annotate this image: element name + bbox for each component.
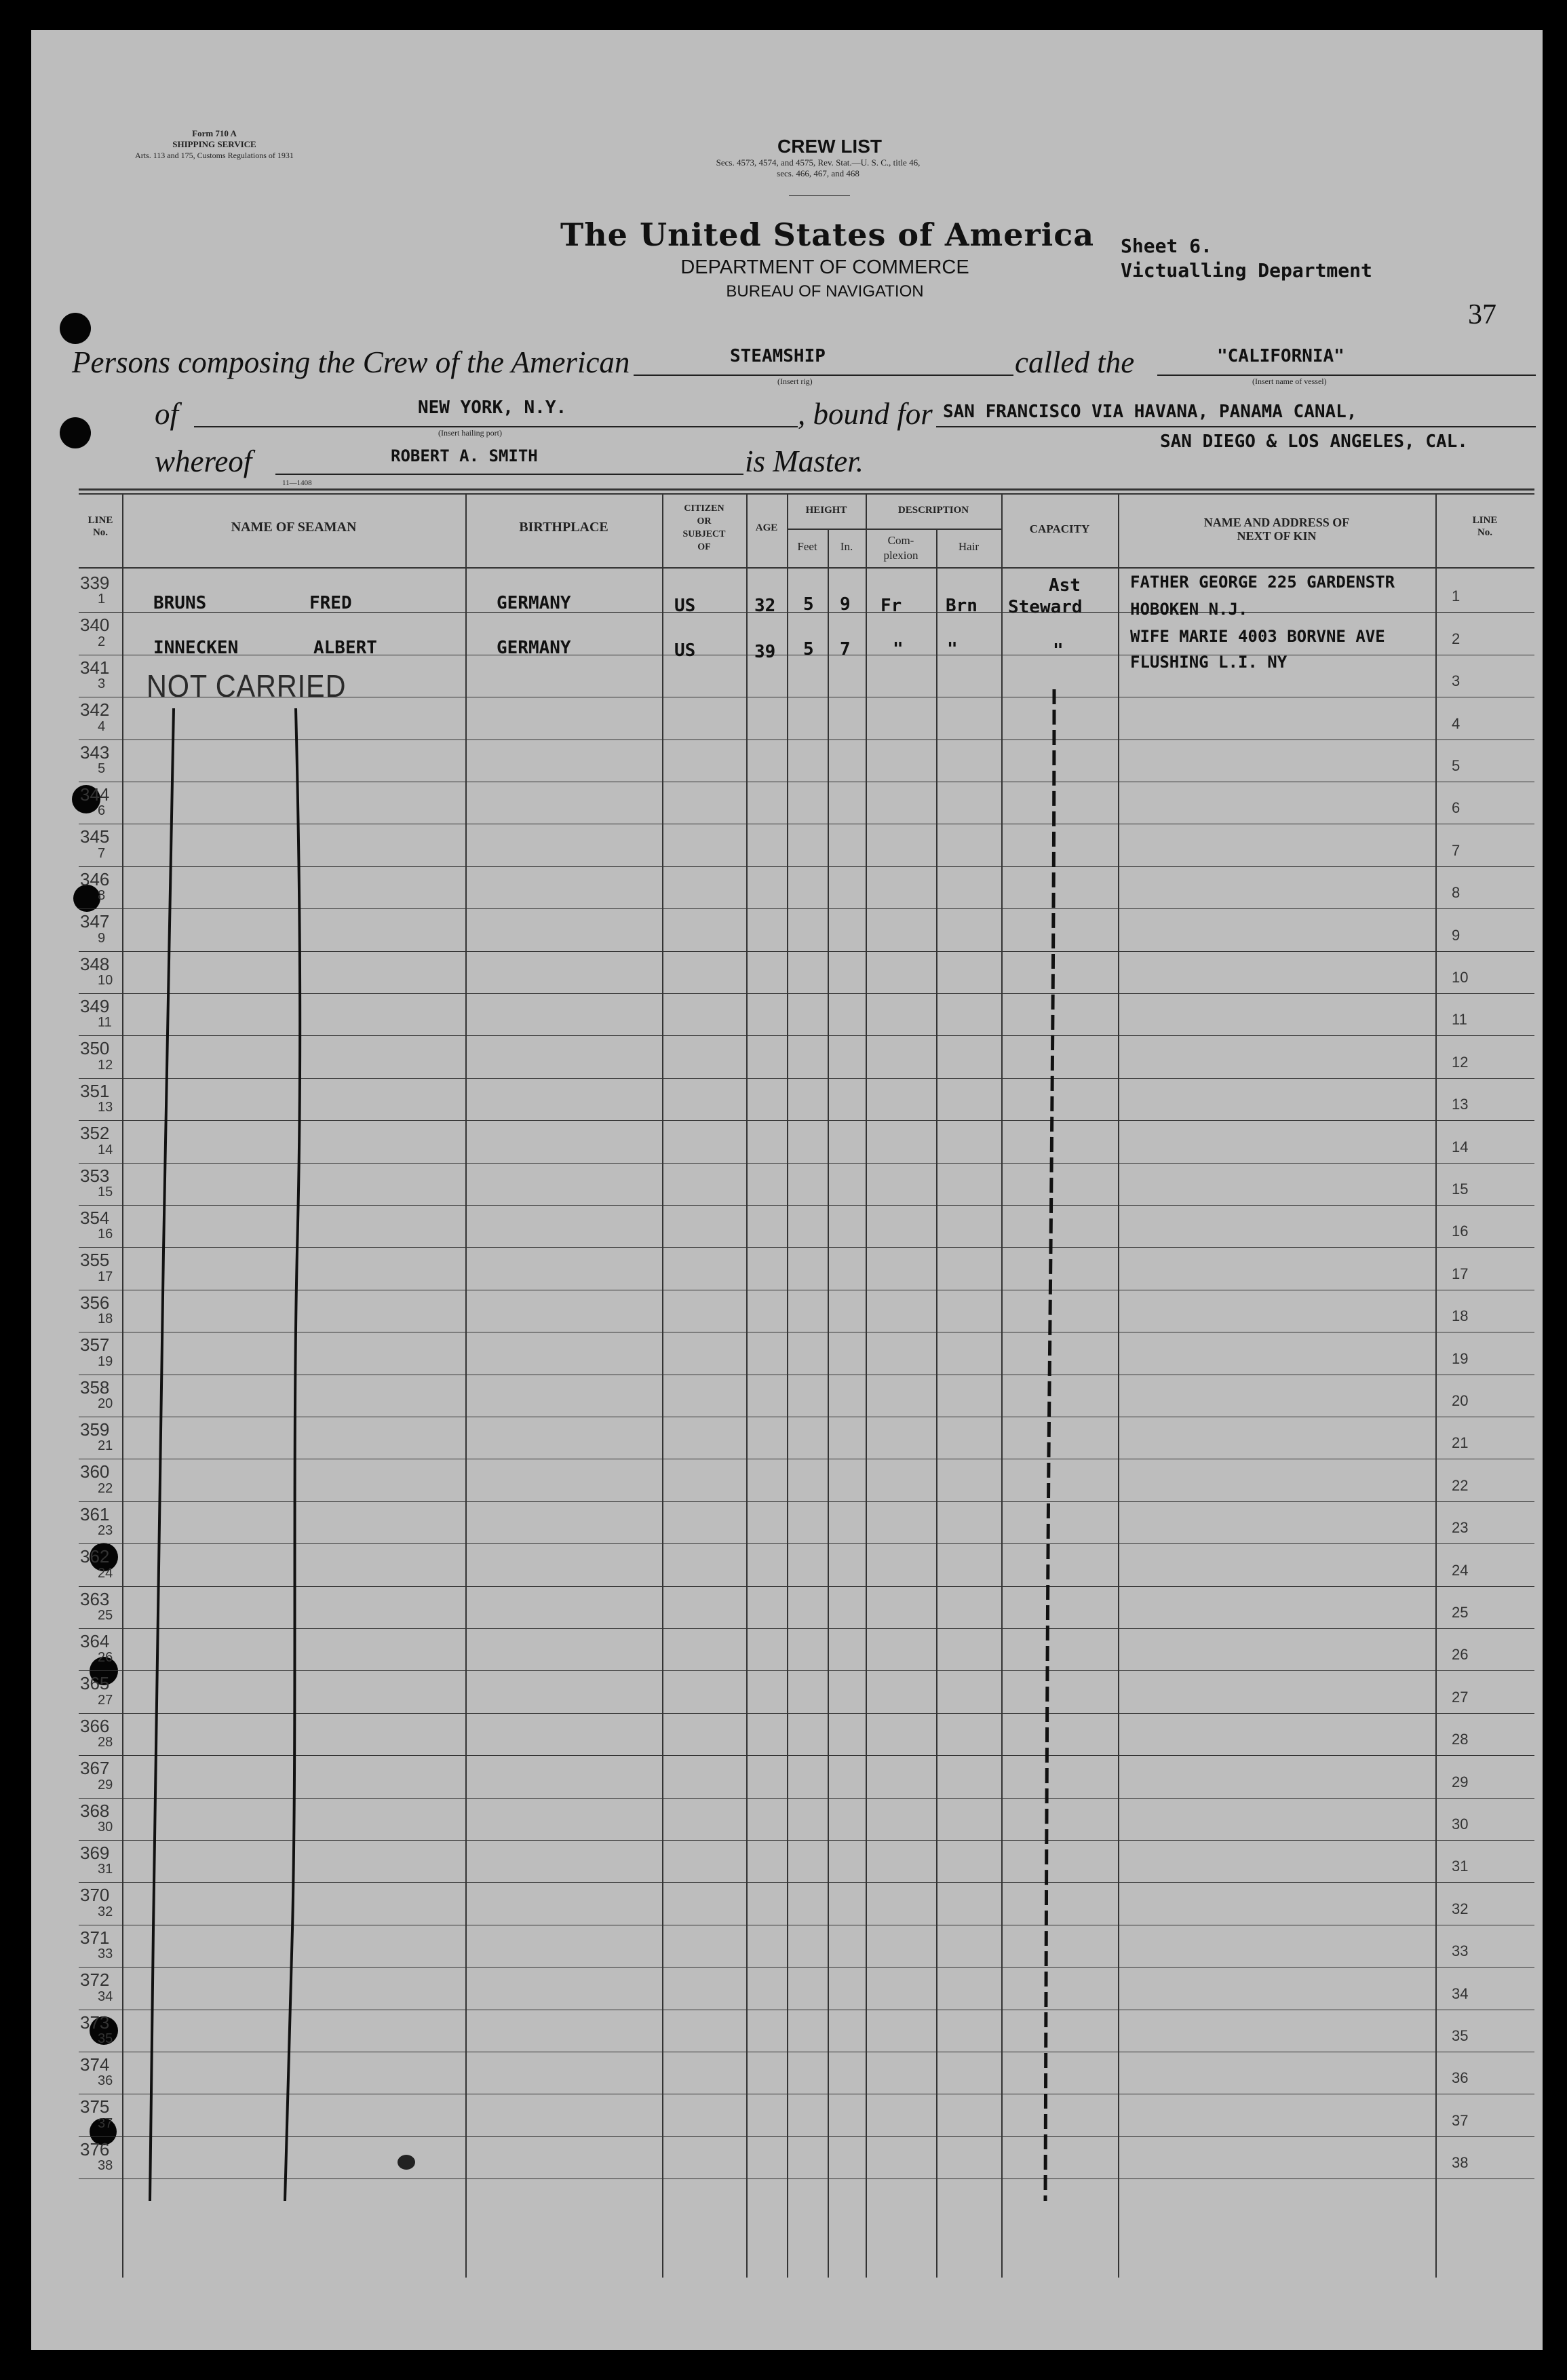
line-number: 14 [98,1143,113,1157]
running-number: 347 [80,911,110,932]
line-number-right: 21 [1452,1434,1469,1451]
line-number: 22 [98,1481,113,1496]
form-number: Form 710 A [192,128,237,138]
feet-value: 5 [803,639,814,659]
line-number-right: 29 [1452,1773,1469,1790]
age-value: 39 [754,642,776,662]
line-number: 1 [98,592,106,607]
called-label: called the [1015,345,1135,379]
running-number: 358 [80,1377,110,1398]
name-header: NAME OF SEAMAN [231,520,357,535]
running-number: 375 [80,2096,110,2117]
line-number: 26 [98,1650,113,1665]
line-number-right: 19 [1452,1350,1469,1367]
birthplace-value: GERMANY [497,638,571,658]
line-number: 23 [98,1523,113,1538]
country-heading: The United States of America [560,216,1095,253]
height-header: HEIGHT [805,505,847,516]
line-number-right: 18 [1452,1307,1469,1324]
age-value: 32 [754,596,776,616]
running-number: 352 [80,1123,110,1143]
statute-line: Secs. 4573, 4574, and 4575, Rev. Stat.—U. S. C., title 46, [716,157,921,168]
feet-header: Feet [797,540,817,553]
line-number-right: 31 [1452,1858,1469,1875]
running-number: 370 [80,1885,110,1905]
capacity-value: Ast [1049,575,1081,596]
line-number: 28 [98,1735,113,1750]
line-number-right: 13 [1452,1096,1469,1113]
destination: SAN FRANCISCO VIA HAVANA, PANAMA CANAL, [943,402,1357,422]
line-number: 7 [98,846,106,861]
next-of-kin-value: FATHER GEORGE 225 GARDENSTR [1130,573,1395,592]
line-number: 31 [98,1862,113,1877]
line-number-right: 34 [1452,1985,1469,2002]
running-number: 372 [80,1970,110,1990]
complexion-value: Fr [881,596,902,616]
crew-list-document [31,30,1543,2350]
crew-list-title: CREW LIST [777,136,882,157]
running-number: 361 [80,1504,110,1524]
header-text: No. [92,527,109,538]
line-number-right: 12 [1452,1054,1469,1071]
line-number-right: 28 [1452,1731,1469,1748]
running-number: 364 [80,1631,110,1651]
line-number: 19 [98,1354,113,1369]
header-text: plexion [883,549,918,562]
hair-header: Hair [958,540,980,553]
line-number-right: 36 [1452,2069,1469,2086]
next-of-kin-address: HOBOKEN N.J. [1130,600,1248,619]
running-number: 348 [80,954,110,974]
master-name: ROBERT A. SMITH [391,446,538,465]
crew-table [31,30,1543,2350]
capacity-value-continued: Steward [1008,597,1083,617]
sheet-department: Victualling Department [1121,259,1372,282]
page-number: 37 [1468,299,1496,330]
running-number: 365 [80,1673,110,1693]
line-number-right: 15 [1452,1181,1469,1197]
line-number: 8 [98,888,106,903]
header-text: LINE [88,515,113,526]
running-number: 342 [80,699,110,720]
of-label: of [155,397,179,431]
line-number: 32 [98,1904,113,1919]
form-service: SHIPPING SERVICE [172,139,256,149]
line-number-right: 9 [1452,927,1460,944]
running-number: 355 [80,1250,110,1270]
line-number-right: 22 [1452,1477,1469,1494]
citizen-value: US [674,596,696,616]
header-text: OF [697,542,711,552]
hailing-port: NEW YORK, N.Y. [418,398,567,418]
line-number-right: 32 [1452,1900,1469,1917]
running-number: 350 [80,1038,110,1058]
vessel-line-prefix: Persons composing the Crew of the American [72,345,630,379]
running-number: 360 [80,1461,110,1482]
bureau-heading: BUREAU OF NAVIGATION [726,282,924,301]
void-lines [31,30,1543,2350]
line-number: 33 [98,1946,113,1961]
line-number-right: 7 [1452,842,1460,859]
header-text: SUBJECT [682,529,726,539]
age-header: AGE [755,522,778,533]
line-number-right: 8 [1452,884,1460,901]
port-caption: (Insert hailing port) [438,428,502,438]
running-number: 343 [80,742,110,763]
whereof-label: whereof [155,444,252,478]
line-number-right: 30 [1452,1816,1469,1832]
header-text: Com- [887,534,914,547]
line-number-right: 37 [1452,2112,1469,2129]
running-number: 359 [80,1419,110,1440]
next-of-kin-address: FLUSHING L.I. NY [1130,653,1288,672]
void-line-name [150,708,174,2201]
seaman-first-name: FRED [309,593,352,613]
running-number: 345 [80,826,110,847]
void-line-name [285,708,300,2201]
line-number: 29 [98,1778,113,1792]
line-number: 30 [98,1820,113,1835]
inches-value: 9 [840,594,851,615]
line-number: 15 [98,1185,113,1199]
seaman-last-name: INNECKEN [153,638,239,658]
capacity-header: CAPACITY [1029,522,1090,535]
line-number-right: 10 [1452,969,1469,986]
running-number: 374 [80,2054,110,2075]
line-number: 27 [98,1693,113,1708]
form-regulations: Arts. 113 and 175, Customs Regulations of 1931 [135,151,294,160]
line-number-right: 5 [1452,757,1460,774]
hair-value: " [947,639,958,659]
line-number: 36 [98,2073,113,2088]
rig-caption: (Insert rig) [777,377,813,386]
header-text: OR [697,516,712,526]
inches-value: 7 [840,639,851,659]
line-number: 35 [98,2031,113,2046]
running-number: 349 [80,996,110,1016]
destination-continued: SAN DIEGO & LOS ANGELES, CAL. [1160,431,1468,452]
line-number-right: 38 [1452,2154,1469,2171]
line-number-right: 27 [1452,1689,1469,1706]
line-number-right: 35 [1452,2027,1469,2044]
line-number: 17 [98,1269,113,1284]
capacity-value: " [1053,640,1064,661]
header-text: NEXT OF KIN [1237,529,1317,543]
running-number: 344 [80,784,110,805]
line-number: 2 [98,634,106,649]
statute-line: secs. 466, 467, and 468 [777,168,859,178]
line-number-right: 23 [1452,1519,1469,1536]
running-number: 362 [80,1546,110,1567]
running-number: 357 [80,1335,110,1355]
hair-value: Brn [946,596,978,616]
running-number: 371 [80,1927,110,1948]
inches-header: In. [840,540,853,553]
void-line-capacity [1045,689,1054,2201]
line-number-right: 26 [1452,1646,1469,1663]
running-number: 366 [80,1716,110,1736]
line-number-right: 11 [1452,1011,1467,1028]
line-number-right: 4 [1452,715,1460,732]
line-number-right: 14 [1452,1138,1469,1155]
running-number: 340 [80,615,110,635]
line-number: 16 [98,1227,113,1242]
line-number: 11 [98,1015,112,1030]
running-number: 354 [80,1208,110,1228]
line-number-right: 33 [1452,1942,1469,1959]
line-number: 9 [98,931,106,946]
header-text: NAME AND ADDRESS OF [1203,516,1350,529]
running-number: 369 [80,1843,110,1863]
running-number: 363 [80,1589,110,1609]
bound-for-label: , bound for [798,397,933,431]
line-number: 37 [98,2116,113,2131]
line-number-right: 1 [1452,588,1460,604]
line-number-right: 16 [1452,1223,1469,1240]
sheet-number: Sheet 6. [1121,235,1212,257]
birthplace-value: GERMANY [497,593,571,613]
next-of-kin-value: WIFE MARIE 4003 BORVNE AVE [1130,627,1385,646]
line-number: 21 [98,1438,113,1453]
running-number: 367 [80,1758,110,1778]
running-number: 339 [80,573,110,593]
header-text: CITIZEN [684,503,724,514]
running-number: 373 [80,2012,110,2033]
birthplace-header: BIRTHPLACE [519,520,608,535]
line-number-right: 25 [1452,1604,1469,1621]
line-number: 3 [98,676,106,691]
line-number: 13 [98,1100,113,1115]
print-code: 11—1408 [282,479,312,487]
not-carried-stamp: NOT CARRIED [147,668,347,704]
feet-value: 5 [803,594,814,615]
line-number: 34 [98,1989,113,2004]
running-number: 356 [80,1292,110,1313]
line-number-right: 24 [1452,1562,1469,1579]
complexion-value: " [893,639,904,659]
vessel-rig: STEAMSHIP [730,346,826,366]
line-number: 18 [98,1311,113,1326]
line-number-right: 17 [1452,1265,1469,1282]
line-number-right: 6 [1452,799,1460,816]
running-number: 341 [80,657,110,678]
line-number: 20 [98,1396,113,1411]
line-number: 25 [98,1608,113,1623]
running-number: 346 [80,869,110,889]
line-number: 6 [98,803,106,818]
is-master-label: is Master. [745,444,864,478]
line-number-right: 2 [1452,630,1460,647]
vessel-name: "CALIFORNIA" [1217,346,1344,366]
line-number: 24 [98,1566,113,1581]
line-number-right: 3 [1452,672,1460,689]
running-number: 351 [80,1081,110,1101]
line-number: 38 [98,2158,113,2173]
line-number: 4 [98,719,106,734]
line-number: 12 [98,1058,113,1073]
vessel-name-caption: (Insert name of vessel) [1252,377,1327,386]
header-text: No. [1477,527,1493,538]
line-number: 10 [98,973,113,988]
running-number: 368 [80,1801,110,1821]
citizen-value: US [674,640,696,661]
running-number: 353 [80,1166,110,1186]
department-heading: DEPARTMENT OF COMMERCE [680,256,969,278]
seaman-last-name: BRUNS [153,593,207,613]
running-number: 376 [80,2139,110,2160]
header-text: LINE [1472,515,1498,526]
line-number-right: 20 [1452,1392,1469,1409]
line-number: 5 [98,761,106,776]
description-header: DESCRIPTION [897,505,969,516]
seaman-first-name: ALBERT [313,638,377,658]
